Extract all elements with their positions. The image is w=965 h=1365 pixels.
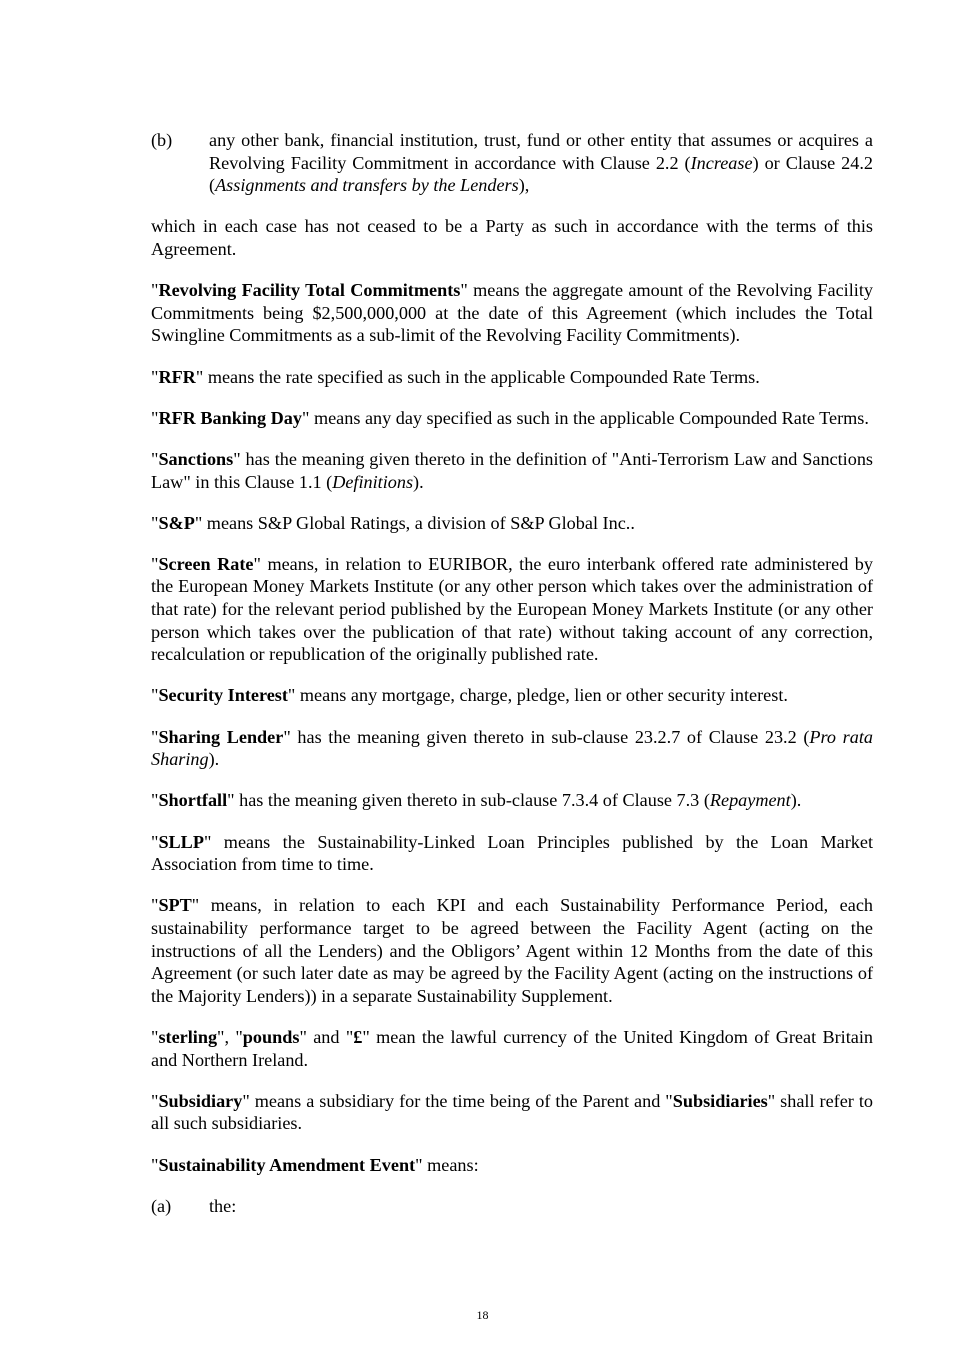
definition-spt: "SPT" means, in relation to each KPI and each Sustainability Performance Period, each sustainability performance target to be agreed between the Facility Agent (acting on the instructions of all the Lenders) and the Obligors’ Agent within 12 Months from the date of this Agreement (or such later date as may be agreed by the Facility Agent (acting on the instructions of the Majority Lenders)) in a separate Sustainability Supplement. bbox=[151, 895, 873, 1006]
continuation-paragraph: which in each case has not ceased to be a Party as such in accordance with the terms of this Agreement. bbox=[151, 216, 873, 259]
defined-term: Subsidiaries bbox=[672, 1090, 768, 1111]
defined-term: Security Interest bbox=[158, 685, 288, 706]
list-text: any other bank, financial institution, trust, fund or other entity that assumes or acquires a Revolving Facility Commitment in accordance with Clause 2.2 (Increase) or Clause 24.2 (Assignments and transfers by the Lenders), bbox=[209, 130, 873, 196]
defined-term: Shortfall bbox=[158, 790, 228, 811]
definition-sp: "S&P" means S&P Global Ratings, a division of S&P Global Inc.. bbox=[151, 512, 635, 533]
document-body bbox=[151, 129, 873, 1236]
list-label: (a) bbox=[151, 1195, 172, 1216]
defined-term: Screen Rate bbox=[158, 553, 254, 574]
defined-term: RFR Banking Day bbox=[158, 407, 302, 428]
definition-revolving-facility-total-commitments: "Revolving Facility Total Commitments" means the aggregate amount of the Revolving Facility Commitments being $2,500,000,000 at the date of this Agreement (which includes the Total Swingline Commitments as a sub-limit of the Revolving Facility Commitments). bbox=[151, 280, 873, 346]
defined-term: Sustainability Amendment Event bbox=[158, 1154, 416, 1175]
defined-term: sterling bbox=[158, 1026, 218, 1047]
definition-rfr: "RFR" means the rate specified as such in the applicable Compounded Rate Terms. bbox=[151, 366, 760, 387]
list-item-b bbox=[151, 129, 873, 197]
definition-sllp: "SLLP" means the Sustainability-Linked Loan Principles published by the Loan Market Association from time to time. bbox=[151, 831, 873, 875]
definition-sterling: "sterling", "pounds" and "£" mean the lawful currency of the United Kingdom of Great Britain and Northern Ireland. bbox=[151, 1026, 874, 1070]
definition-sustainability-amendment-event: "Sustainability Amendment Event" means: bbox=[151, 1154, 479, 1175]
definition-subsidiary: "Subsidiary" means a subsidiary for the time being of the Parent and "Subsidiaries" shall refer to all such subsidiaries. bbox=[151, 1090, 873, 1134]
defined-term: Sanctions bbox=[158, 448, 234, 469]
defined-term: £ bbox=[353, 1026, 363, 1047]
defined-term: SLLP bbox=[158, 831, 204, 852]
definition-rfr-banking-day: "RFR Banking Day" means any day specified as such in the applicable Compounded Rate Terms. bbox=[151, 407, 869, 428]
list-text: the: bbox=[209, 1195, 237, 1216]
definition-security-interest: "Security Interest" means any mortgage, charge, pledge, lien or other security interest. bbox=[151, 685, 788, 706]
defined-term: Subsidiary bbox=[158, 1090, 243, 1111]
definition-sharing-lender: "Sharing Lender" has the meaning given thereto in sub-clause 23.2.7 of Clause 23.2 (Pro rata Sharing). bbox=[151, 726, 873, 770]
defined-term: Sharing Lender bbox=[158, 726, 284, 747]
defined-term: Revolving Facility Total Commitments bbox=[158, 280, 461, 301]
definition-screen-rate: "Screen Rate" means, in relation to EURIBOR, the euro interbank offered rate administered by the European Money Markets Institute (or any other person which takes over the administration of that rate) for the relevant period published by the European Money Markets Institute (or any other person which takes over the publication of that rate) without taking account of any correction, recalculation or republication of the originally published rate. bbox=[151, 553, 873, 665]
page-number: 18 bbox=[476, 1308, 489, 1322]
defined-term: S&P bbox=[158, 512, 195, 533]
defined-term: SPT bbox=[158, 895, 192, 916]
list-label: (b) bbox=[151, 130, 173, 150]
defined-term: pounds bbox=[242, 1026, 300, 1047]
defined-term: RFR bbox=[158, 366, 196, 387]
definition-sanctions: "Sanctions" has the meaning given thereto in the definition of "Anti-Terrorism Law and Sanctions Law" in this Clause 1.1 (Definitions). bbox=[151, 448, 873, 492]
list-item-a bbox=[151, 1195, 873, 1218]
definition-shortfall: "Shortfall" has the meaning given thereto in sub-clause 7.3.4 of Clause 7.3 (Repayment). bbox=[151, 790, 802, 811]
